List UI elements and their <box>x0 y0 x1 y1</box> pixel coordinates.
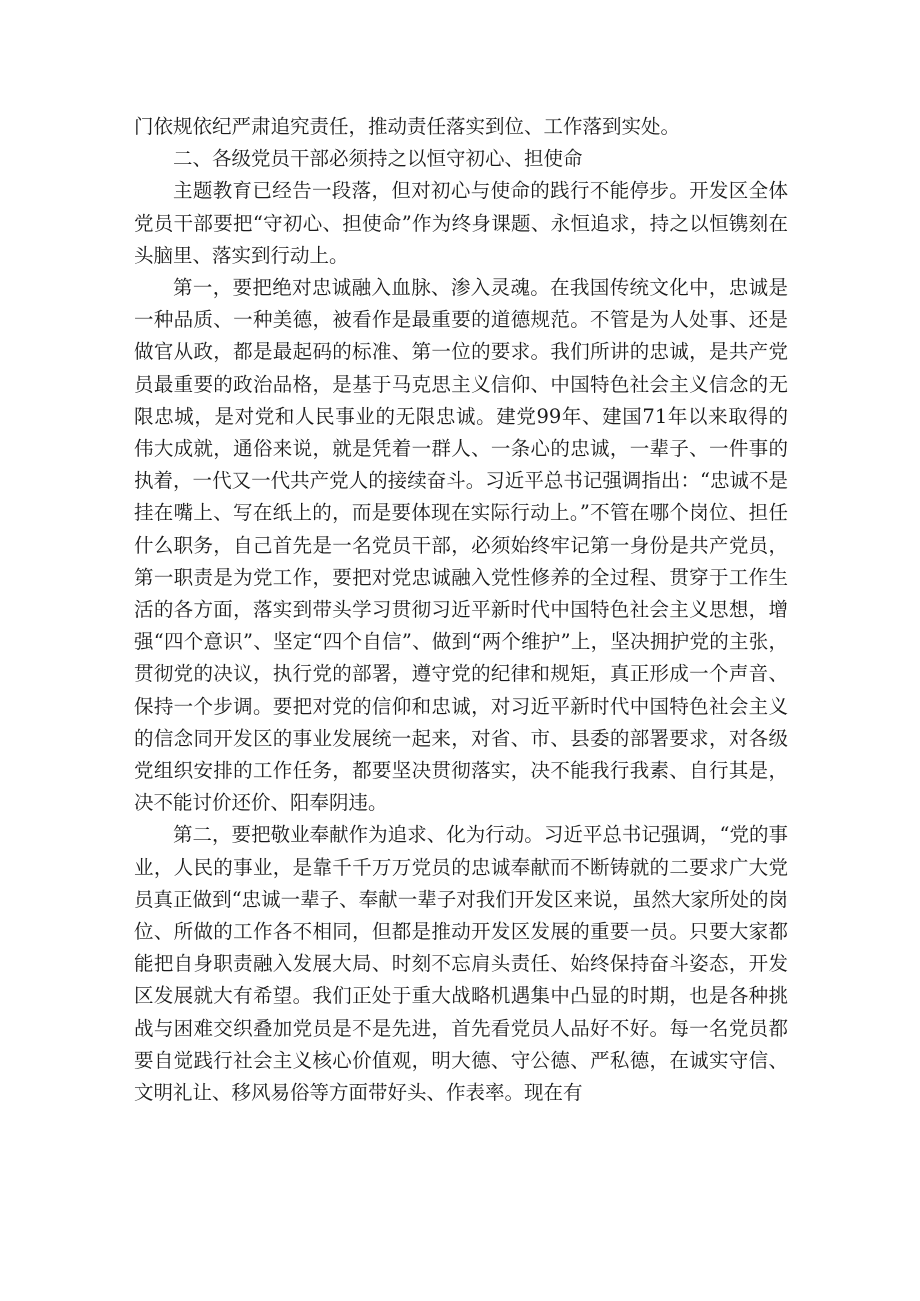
paragraph: 第二，要把敬业奉献作为追求、化为行动。习近平总书记强调，“党的事业，人民的事业，是靠千千万万党员的忠诚奉献而不断铸就的二要求广大党员真正做到“忠诚一辈子、奉献一辈子对我们开发区来说，虽然大家所处的岗位、所做的工作各不相同，但都是推动开发区发展的重要一员。只要大家都能把自身职责融入发展大局、时刻不忘肩头责任、始终保持奋斗姿态，开发区发展就大有希望。我们正处于重大战略机遇集中凸显的时期，也是各种挑战与困难交织叠加党员是不是先进，首先看党员人品好不好。每一名党员都要自觉践行社会主义核心价值观，明大德、守公德、严私德，在诚实守信、文明礼让、移风易俗等方面带好头、作表率。现在有 <box>134 823 788 1105</box>
paragraph: 主题教育已经告一段落，但对初心与使命的践行不能停步。开发区全体党员干部要把“守初心、担使命”作为终身课题、永恒追求，持之以恒镌刻在头脑里、落实到行动上。 <box>134 179 788 267</box>
document-body <box>134 111 788 1109</box>
paragraph: 第一，要把绝对忠诚融入血脉、渗入灵魂。在我国传统文化中，忠诚是一种品质、一种美德，被看作是最重要的道德规范。不管是为人处事、还是做官从政，都是最起码的标准、第一位的要求。我们所讲的忠诚，是共产党员最重要的政治品格，是基于马克思主义信仰、中国特色社会主义信念的无限忠城，是对党和人民事业的无限忠诚。建党99年、建国71年以来取得的伟大成就，通俗来说，就是凭着一群人、一条心的忠诚，一辈子、一件事的执着，一代又一代共产党人的接续奋斗。习近平总书记强调指出：“忠诚不是挂在嘴上、写在纸上的，而是要体现在实际行动上。”不管在哪个岗位、担任什么职务，自己首先是一名党员干部，必须始终牢记第一身份是共产党员，第一职责是为党工作，要把对党忠诚融入党性修养的全过程、贯穿于工作生活的各方面，落实到带头学习贯彻习近平新时代中国特色社会主义思想，增强“四个意识”、坚定“四个自信”、做到“两个维护”上，坚决拥护党的主张，贯彻党的决议，执行党的部署，遵守党的纪律和规矩，真正形成一个声音、保持一个步调。要把对党的信仰和忠诚，对习近平新时代中国特色社会主义的信念同开发区的事业发展统一起来，对省、市、县委的部署要求，对各级党组织安排的工作任务，都要坚决贯彻落实，决不能我行我素、自行其是，决不能讨价还价、阳奉阴违。 <box>134 276 788 815</box>
section-heading: 二、各级党员干部必须持之以恒守初心、担使命 <box>173 147 583 171</box>
paragraph-continuation: 门依规依纪严肃追究责任，推动责任落实到位、工作落到实处。 <box>134 115 681 138</box>
